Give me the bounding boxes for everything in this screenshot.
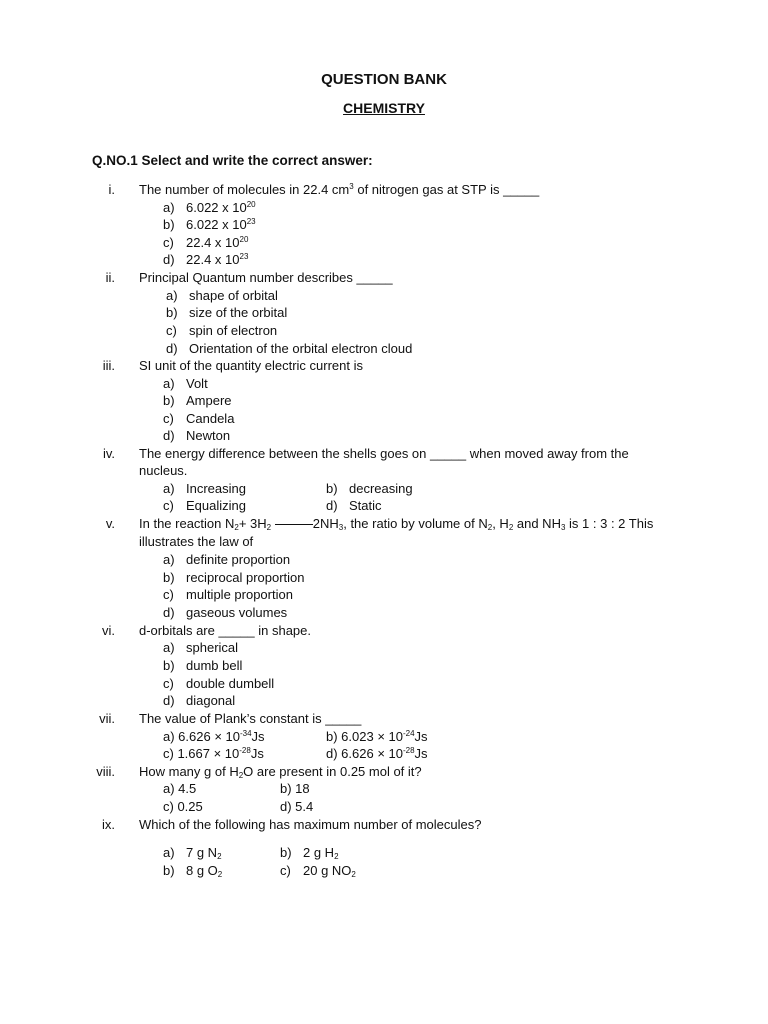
question-number: iv. [102, 446, 115, 461]
question-number: ii. [105, 270, 115, 285]
question-text: How many g of $H_2O$ are present in 0.25 mol of it? [139, 764, 422, 780]
question-text: In the reaction $N_2+ 3H_2$ $2NH_3$, the ratio by volume of $N_2$, $H_2$ and $NH_3$ is 1 : 3 : 2 This [139, 516, 654, 532]
option: a) 6.022 x $10^{20}$ [163, 200, 256, 215]
document-title: QUESTION BANK [321, 71, 447, 88]
question-7 [0, 710, 768, 728]
question-2 [0, 269, 768, 287]
option: a) Volt [163, 376, 208, 391]
question-number: v. [105, 516, 115, 531]
option: b) size of the orbital [166, 305, 288, 320]
option-row: a) 7 g $N_2$ b) 2 g $H_2$ [163, 845, 339, 861]
option-row: c) Equalizing d) Static [163, 498, 382, 513]
option: c) double dumbell [163, 676, 275, 691]
reaction-arrow-icon [275, 520, 313, 530]
option-row: a) 4.5 b) 18 [163, 781, 310, 796]
subject-title: CHEMISTRY [343, 100, 425, 116]
option: d) gaseous volumes [163, 605, 288, 620]
question-text: The value of Plank’s constant is _____ [139, 711, 362, 726]
option: a) definite proportion [163, 552, 291, 567]
option: b) dumb bell [163, 658, 243, 673]
question-text: The number of molecules in 22.4 $cm^3$ of nitrogen gas at STP is _____ [139, 182, 540, 197]
question-number: ix. [102, 817, 115, 832]
question-6 [0, 622, 768, 640]
question-1 [0, 181, 768, 199]
question-number: vi. [102, 623, 115, 638]
question-4-continued: nucleus. [139, 463, 188, 478]
option: a) spherical [163, 640, 239, 655]
question-text: The energy difference between the shells goes on _____ when moved away from the [139, 446, 629, 461]
option-row: c) 0.25 d) 5.4 [163, 799, 314, 814]
question-text: Principal Quantum number describes _____ [139, 270, 393, 285]
option-row: a) $6.626 \times 10^{-34}Js$ b) $6.023 \times 10^{-24}Js$ [163, 729, 428, 744]
option: c) Candela [163, 411, 235, 426]
option: d) diagonal [163, 693, 236, 708]
option: b) reciprocal proportion [163, 570, 305, 585]
question-number: viii. [96, 764, 115, 779]
option: d) 22.4 x $10^{23}$ [163, 252, 249, 267]
question-text: d-orbitals are _____ in shape. [139, 623, 312, 638]
option-row: a) Increasing b) decreasing [163, 481, 413, 496]
question-number: vii. [99, 711, 115, 726]
question-3 [0, 357, 768, 375]
option: c) 22.4 x $10^{20}$ [163, 235, 249, 250]
question-5-continued: illustrates the law of [139, 534, 254, 549]
option-row: c) $1.667 \times 10^{-28}Js$ d) $6.626 \times 10^{-28}Js$ [163, 746, 428, 761]
question-text: Which of the following has maximum number of molecules? [139, 817, 482, 832]
question-8 [0, 763, 768, 781]
section-heading: Q.NO.1 Select and write the correct answer: [92, 153, 373, 168]
option: b) Ampere [163, 393, 232, 408]
question-4 [0, 445, 768, 463]
option: d) Newton [163, 428, 231, 443]
question-number: iii. [102, 358, 115, 373]
question-5 [0, 515, 768, 533]
option-row: b) 8 g $O_2$ c) 20 g $NO_2$ [163, 863, 356, 879]
option: c) spin of electron [166, 323, 278, 338]
question-number: i. [108, 182, 115, 197]
question-text: SI unit of the quantity electric current is [139, 358, 363, 373]
option: d) Orientation of the orbital electron cloud [166, 341, 413, 356]
option: a) shape of orbital [166, 288, 278, 303]
option: b) 6.022 x $10^{23}$ [163, 217, 256, 232]
option: c) multiple proportion [163, 587, 293, 602]
question-9 [0, 816, 768, 834]
